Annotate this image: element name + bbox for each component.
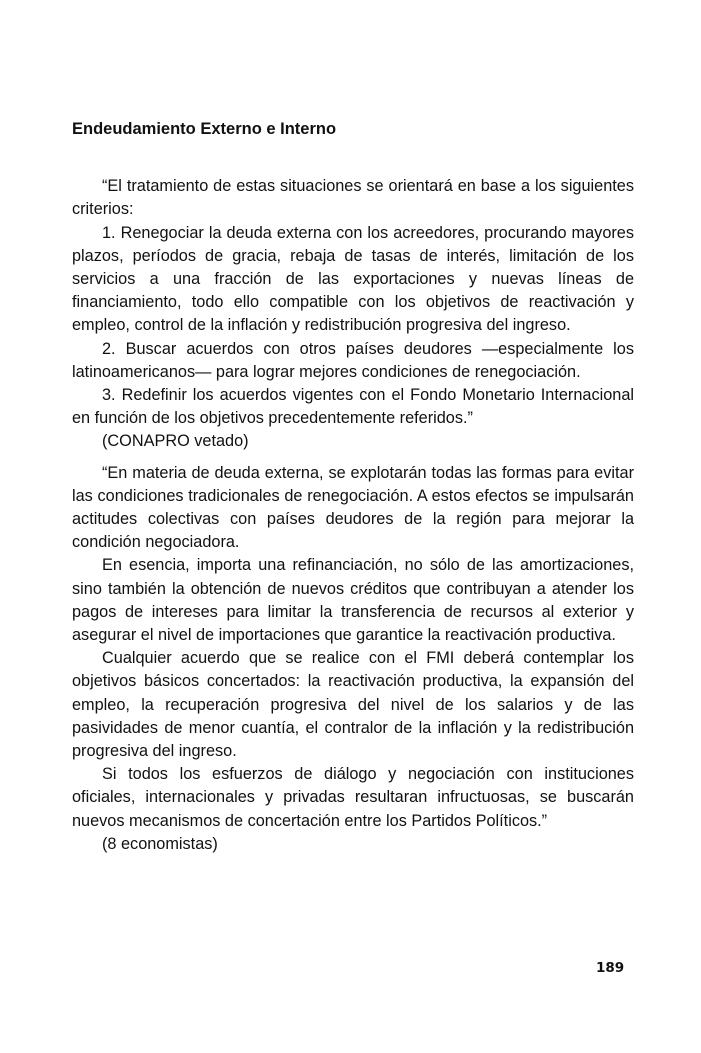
quote-paragraph: 2. Buscar acuerdos con otros países deudores —especialmente los latinoamericanos— para lograr mejores condiciones de renegociación. [72, 339, 634, 381]
section-heading: Endeudamiento Externo e Interno [72, 120, 337, 138]
quote-paragraph: 3. Redefinir los acuerdos vigentes con el Fondo Monetario Internacional en función de los objetivos precedentemente referidos.” [72, 386, 634, 428]
quote-paragraph: Cualquier acuerdo que se realice con el FMI deberá contemplar los objetivos básicos concertados: la reactivación productiva, la expansión del empleo, la recuperación progresiva del nivel de los salarios y de las pasividades de menor cuantía, el contralor de la inflación y la redistribución progresiva del ingreso. [72, 649, 634, 761]
quote-paragraph: “El tratamiento de estas situaciones se orientará en base a los siguientes criterios: [72, 177, 634, 219]
document-page [72, 118, 634, 856]
quote-source: (CONAPRO vetado) [102, 432, 249, 451]
quote-paragraph: 1. Renegociar la deuda externa con los acreedores, procurando mayores plazos, períodos de gracia, rebaja de tasas de interés, limitación de los servicios a una fracción de las exportaciones y nuevas líneas de financiamiento, todo ello compatible con los objetivos de reactivación y empleo, control de la inflación y redistribución progresiva del ingreso. [72, 223, 634, 335]
page-number: 189 [596, 960, 625, 976]
quote-paragraph: En esencia, importa una refinanciación, no sólo de las amortizaciones, sino también la obtención de nuevos créditos que contribuyan a atender los pagos de intereses para limitar la transferencia de recursos al exterior y asegurar el nivel de importaciones que garantice la reactivación productiva. [72, 556, 634, 645]
quote-conapro [72, 175, 634, 453]
quote-paragraph: Si todos los esfuerzos de diálogo y negociación con instituciones oficiales, internacionales y privadas resultaran infructuosas, se buscarán nuevos mecanismos de concertación entre los Partidos Políticos.” [72, 765, 634, 830]
quote-economists [72, 462, 634, 856]
quote-paragraph: “En materia de deuda externa, se explotarán todas las formas para evitar las condiciones tradicionales de renegociación. A estos efectos se impulsarán actitudes colectivas con países deudores de la región para mejorar la condición negociadora. [72, 463, 634, 552]
quote-source: (8 economistas) [102, 834, 218, 853]
